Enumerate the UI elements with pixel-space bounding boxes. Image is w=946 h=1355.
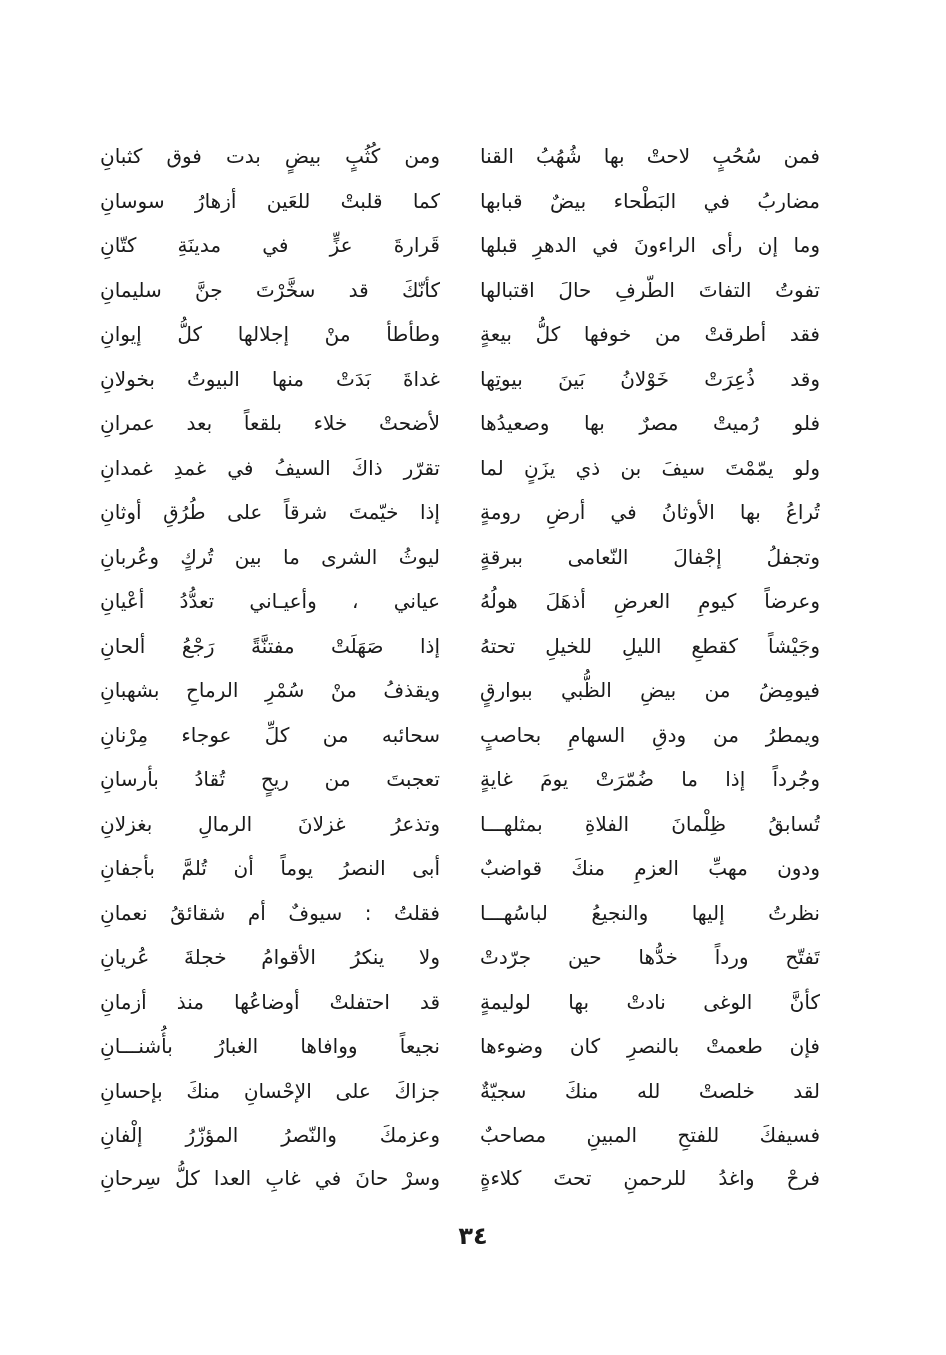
verse-4-second-hemistich: كأنّكَ قد سخَّرْتَ جنَّ سليمانِ bbox=[100, 277, 440, 302]
verse-10-second-hemistich: ليوثُ الشرى ما بين تُركٍ وعُربانِ bbox=[100, 544, 440, 569]
verse-6-first-hemistich: وقد ذُعِرَتْ خَوْلانُ بَينَ بيوتِها bbox=[480, 366, 820, 391]
verse-16-first-hemistich: تُسابقُ ظِلْمانَ الفلاةِ بمثلهـــا bbox=[480, 811, 820, 836]
verse-3-second-hemistich: قَرارةَ عزٍّ في مدينَةِ كتّانِ bbox=[100, 233, 440, 257]
verse-13-second-hemistich: ويقذفُ منْ سُمْرِ الرماحِ بشهبانِ bbox=[100, 678, 440, 702]
verse-10-first-hemistich: وتجفلُ إجْفالَ النّعامى ببرقةٍ bbox=[480, 544, 820, 569]
verse-6-second-hemistich: غداةَ بَدَتْ منها البيوتُ بخولانِ bbox=[100, 366, 440, 391]
verse-21-first-hemistich: فإن طعمتْ بالنصرِ كان وضوءها bbox=[480, 1034, 820, 1058]
verse-15-first-hemistich: وجُرداً إذا ما ضُمّرَتْ يومَ غايةٍ bbox=[480, 767, 820, 791]
poem-body bbox=[100, 132, 820, 1202]
verse-11-second-hemistich: عياني ، وأعيـاني تعدُّدُ أعْيانِ bbox=[100, 589, 440, 613]
verse-20-first-hemistich: كأنَّ الوغى نادتْ بها لوليمةٍ bbox=[480, 989, 820, 1014]
verse-18-first-hemistich: نظرتُ إليها والنجيعُ لباسُهـــا bbox=[480, 900, 820, 925]
verse-8-second-hemistich: تقرّر ذاكَ السيفُ في غمدِ غمدانِ bbox=[100, 455, 440, 480]
verse-8-first-hemistich: ولو يمّمْتَ سيفَ بن ذي يزَنٍ لما bbox=[480, 455, 820, 480]
verse-23-first-hemistich: فسيفكَ للفتحِ المبينِ مصاحبٌ bbox=[480, 1123, 820, 1147]
verse-5-second-hemistich: وطأطأ منْ إجلالها كلُّ إيوانِ bbox=[100, 322, 440, 346]
verse-23-second-hemistich: وعزمكَ والنّصرُ المؤزّرُ إلْفانِ bbox=[100, 1123, 440, 1147]
verse-22-first-hemistich: لقد خلصتْ لله منكَ سجيّةٌ bbox=[480, 1078, 820, 1103]
verse-1-first-hemistich: فمن سُحُبٍ لاحتْ بها شُهُبُ القنا bbox=[480, 144, 820, 168]
verse-2-first-hemistich: مضاربُ في البَطْحاء بيضٌ قبابها bbox=[480, 188, 820, 213]
verse-17-second-hemistich: أبى النصرُ يوماً أن تُلمَّ بأجفانِ bbox=[100, 856, 440, 880]
verse-9-first-hemistich: تُراعُ بها الأوثانُ في أرضِ رومةٍ bbox=[480, 500, 820, 524]
verse-12-second-hemistich: إذا صَهَلَتْ مفتنَّةً رَجْعُ ألحانِ bbox=[100, 633, 440, 658]
verse-12-first-hemistich: وجَيْشاً كقطعِ الليلِ للخيلِ تحتهُ bbox=[480, 633, 820, 658]
verse-19-first-hemistich: تَفتّح ورداً خدُّها حين جرّدتْ bbox=[480, 945, 820, 969]
verse-24-first-hemistich: فرحْ واغدُ للرحمنِ تحتَ كلاءةٍ bbox=[480, 1166, 820, 1190]
verse-19-second-hemistich: ولا ينكرُ الأقوامُ خجلةَ عُريانِ bbox=[100, 945, 440, 969]
verse-22-second-hemistich: جزاكَ على الإحْسانِ منكَ بإحسانِ bbox=[100, 1078, 440, 1103]
verse-15-second-hemistich: تعجبتَ من ريحٍ تُقادُ بأرسانِ bbox=[100, 767, 440, 791]
verse-2-second-hemistich: كما قلبتْ للعَين أزهارُ سوسانِ bbox=[100, 188, 440, 213]
verse-1-second-hemistich: ومن كُثُبٍ بيضٍ بدت فوق كثبانِ bbox=[100, 144, 440, 168]
page-number: ٣٤ bbox=[458, 1222, 488, 1250]
verse-3-first-hemistich: وما إن رأى الراءونَ في الدهرِ قبلها bbox=[480, 233, 820, 257]
verse-4-first-hemistich: تفوتُ التفاتَ الطّرفِ حالَ اقتبالها bbox=[480, 277, 820, 302]
verse-11-first-hemistich: وعرضاً كيومِ العرضِ أذهَلَ هولُهُ bbox=[480, 589, 820, 613]
verse-13-first-hemistich: فيومِضُ من بيضِ الظُّبي ببوارقٍ bbox=[480, 678, 820, 702]
verse-7-second-hemistich: لأضحتْ خلاء بلقعاً بعد عمرانِ bbox=[100, 411, 440, 435]
verse-17-first-hemistich: ودون مهبِّ العزمِ منكَ قواضبٌ bbox=[480, 856, 820, 880]
verse-7-first-hemistich: فلو رُميتْ مصرٌ بها وصعيدُها bbox=[480, 411, 820, 435]
verse-20-second-hemistich: قد احتفلتْ أوضاعُها منذ أزمانِ bbox=[100, 989, 440, 1014]
verse-24-second-hemistich: وسرْ حانَ في غابِ العدا كلُّ سِرحانِ bbox=[100, 1166, 440, 1190]
verse-16-second-hemistich: وتذعرُ غزلانَ الرمالِ بغزلانِ bbox=[100, 811, 440, 836]
verse-18-second-hemistich: فقلتُ : سيوفٌ أم شقائقُ نعمانِ bbox=[100, 900, 440, 925]
verse-9-second-hemistich: إذا خيّمتَ شرقاً على طُرُقِ أوثانِ bbox=[100, 500, 440, 524]
verse-14-first-hemistich: ويمطرُ من ودقِ السهامِ بحاصبٍ bbox=[480, 722, 820, 747]
verse-21-second-hemistich: نجيعاً ووافاها الغبارُ بأُشنـــانِ bbox=[100, 1034, 440, 1058]
verse-14-second-hemistich: سحائبه من كلِّ عوجاء مِرْنانِ bbox=[100, 722, 440, 747]
verse-5-first-hemistich: فقد أطرقتْ من خوفها كلُّ بيعةٍ bbox=[480, 322, 820, 346]
